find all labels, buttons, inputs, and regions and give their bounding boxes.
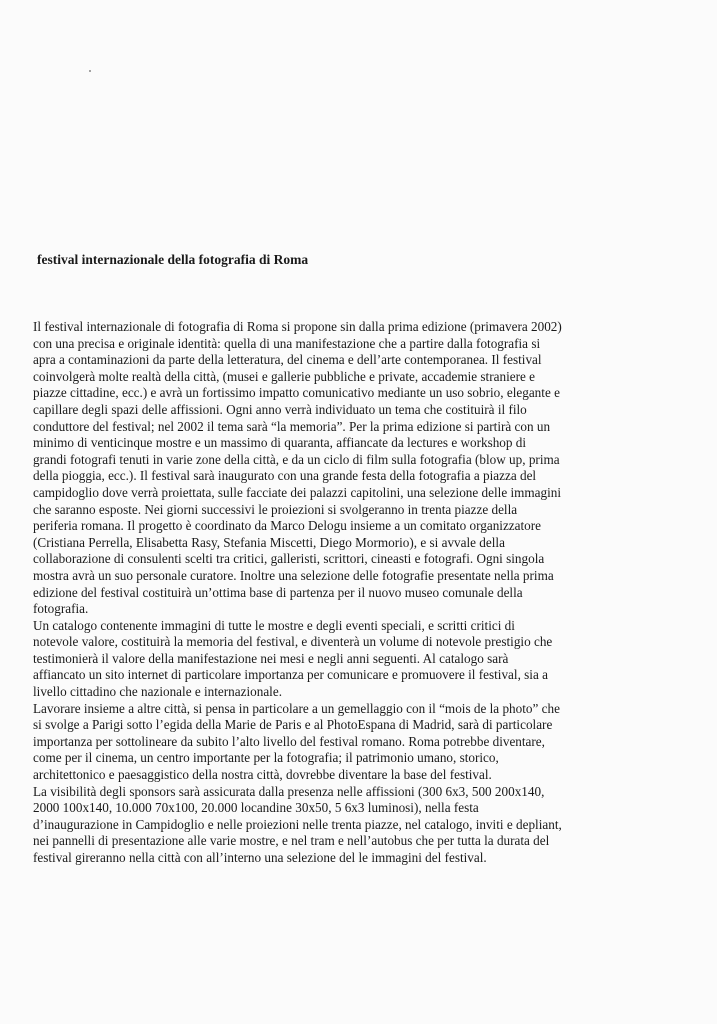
text-line: 2000 100x140, 10.000 70x100, 20.000 locandine 30x50, 5 6x3 luminosi), nella festa xyxy=(33,800,479,816)
text-line: importanza per sottolineare da subito l’alto livello del festival romano. Roma potrebbe diventare, xyxy=(33,733,545,749)
text-line: Un catalogo contenente immagini di tutte le mostre e degli eventi speciali, e scritti critici di xyxy=(33,617,515,633)
text-line: edizione del festival costituirà un’ottima base di partenza per il nuovo museo comunale della xyxy=(33,584,523,600)
text-line: Il festival internazionale di fotografia di Roma si propone sin dalla prima edizione (primavera 2002) xyxy=(33,319,562,334)
text-line: coinvolgerà molte realtà della città, (musei e gallerie pubbliche e private, accademie straniere e xyxy=(33,368,535,384)
text-line: apra a contaminazioni da parte della letteratura, del cinema e dell’arte contemporanea. Il festival xyxy=(33,352,542,368)
text-line: livello cittadino che nazionale e internazionale. xyxy=(33,684,282,700)
text-line: che saranno esposte. Nei giorni successivi le proiezioni si svolgeranno in trenta piazze della xyxy=(33,501,518,517)
text-line: Lavorare insieme a altre città, si pensa in particolare a un gemellaggio con il “mois de la photo” che xyxy=(33,700,560,716)
text-line: nei pannelli di presentazione alle varie mostre, e nel tram e nell’autobus che per tutta la durata del xyxy=(33,833,550,849)
text-line: si svolge a Parigi sotto l’egida della Marie de Paris e al PhotoEspana di Madrid, sarà di particolare xyxy=(33,717,553,733)
text-line: conduttore del festival; nel 2002 il tema sarà “la memoria”. Per la prima edizione si partirà con un xyxy=(33,418,551,434)
text-line: collaborazione di consulenti scelti tra critici, galleristi, scrittori, cineasti e fotografi. Ogni singola xyxy=(33,551,545,567)
text-line: festival gireranno nella città con all’interno una selezione del le immagini del festival. xyxy=(33,850,487,865)
text-line: della pioggia, ecc.). Il festival sarà inaugurato con una grande festa della fotografia a piazza del xyxy=(33,468,537,484)
text-line: come per il cinema, un centro importante per la fotografia; il patrimonio umano, storico, xyxy=(33,750,499,766)
text-line: testimonierà il valore della manifestazione nei mesi e negli anni seguenti. Al catalogo sarà xyxy=(33,650,509,666)
scan-speck xyxy=(89,70,91,72)
text-line: architettonico e paesaggistico della nostra città, dovrebbe diventare la base del festival. xyxy=(33,767,492,783)
text-line: piazze cittadine, ecc.) e avrà un fortissimo impatto comunicativo mediante un uso sobrio, elegante e xyxy=(33,385,560,401)
text-line: campidoglio dove verrà proiettata, sulle facciate dei palazzi capitolini, una selezione delle immagini xyxy=(33,484,562,500)
text-line: d’inaugurazione in Campidoglio e nelle proiezioni nelle trenta piazze, nel catalogo, inviti e depliant, xyxy=(33,816,562,832)
text-line: La visibilità degli sponsors sarà assicurata dalla presenza nelle affissioni (300 6x3, 500 200x140, xyxy=(33,783,545,799)
text-line: periferia romana. Il progetto è coordinato da Marco Delogu insieme a un comitato organizzatore xyxy=(33,518,542,534)
text-line: mostra avrà un suo personale curatore. Inoltre una selezione delle fotografie presentate nella prima xyxy=(33,567,554,583)
text-line: notevole valore, costituirà la memoria del festival, e diventerà un volume di notevole prestigio che xyxy=(33,634,553,650)
text-line: (Cristiana Perrella, Elisabetta Rasy, Stefania Miscetti, Diego Mormorio), e si avvale della xyxy=(33,534,505,550)
text-line: con una precisa e originale identità: quella di una manifestazione che a partire dalla fotografia si xyxy=(33,335,541,351)
document-body xyxy=(33,319,693,867)
text-line: capillare degli spazi delle affissioni. Ogni anno verrà individuato un tema che costituirà il filo xyxy=(33,401,527,417)
text-line: minimo di venticinque mostre e un massimo di quaranta, affiancate da lectures e workshop di xyxy=(33,435,527,451)
text-line: grandi fotografi tenuti in varie zone della città, e da un ciclo di film sulla fotografia (blow up, prima xyxy=(33,451,560,467)
text-line: affiancato un sito internet di particolare importanza per comunicare e promuovere il festival, sia a xyxy=(33,667,548,683)
document-title: festival internazionale della fotografia di Roma xyxy=(37,252,309,267)
text-line: fotografia. xyxy=(33,601,89,617)
